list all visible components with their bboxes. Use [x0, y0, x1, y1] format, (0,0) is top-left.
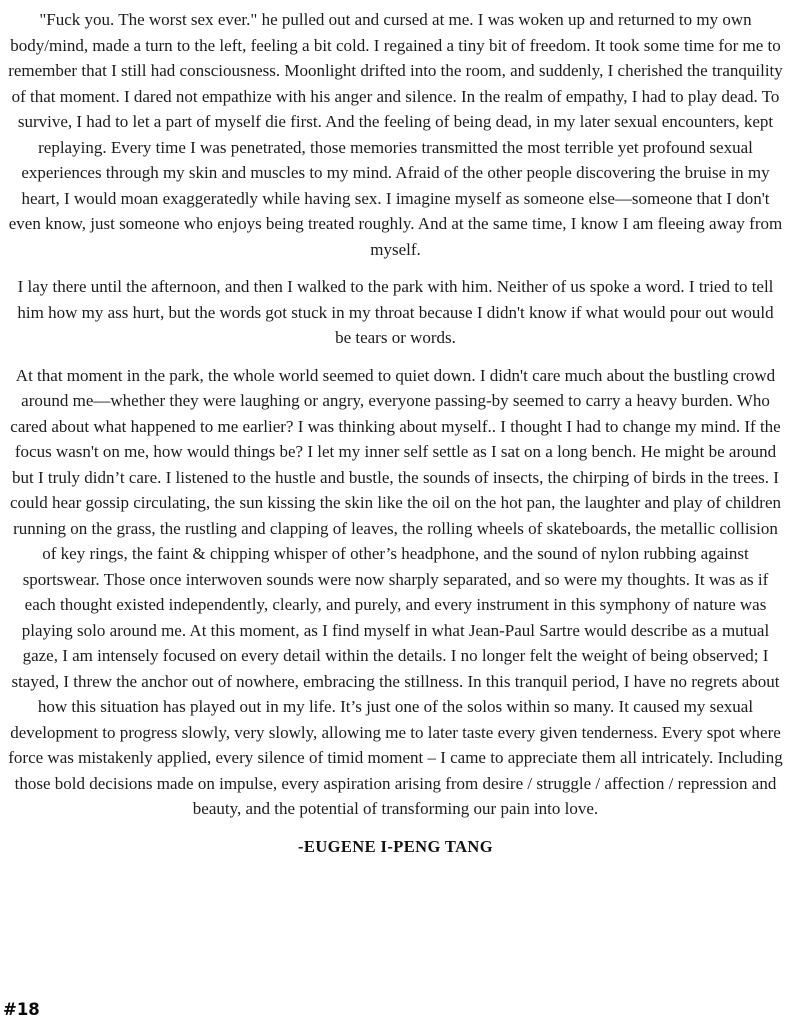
essay-paragraph-1: "Fuck you. The worst sex ever." he pulled out and cursed at me. I was woken up and returned to my own body/mind, made a turn to the left, feeling a bit cold. I regained a tiny bit of freedom. It took some time for me to remember that I still had consciousness. Moonlight drifted into the room, and suddenly, I cherished the tranquility of that moment. I dared not empathize with his anger and silence. In the realm of empathy, I had to play dead. To survive, I had to let a part of myself die first. And the feeling of being dead, in my later sexual encounters, kept replaying. Every time I was penetrated, those memories transmitted the most terrible yet profound sexual experiences through my skin and muscles to my mind. Afraid of the other people discovering the bruise in my heart, I would moan exaggeratedly while having sex. I imagine myself as someone else—someone that I don't even know, just someone who enjoys being treated roughly. And at the same time, I know I am fleeing away from myself. — [8, 10, 783, 259]
essay-paragraph-2: I lay there until the afternoon, and then I walked to the park with him. Neither of us spoke a word. I tried to tell him how my ass hurt, but the words got stuck in my throat because I didn't know if what would pour out would be tears or words. — [17, 277, 774, 347]
essay-body — [8, 7, 783, 859]
essay-paragraph-3: At that moment in the park, the whole world seemed to quiet down. I didn't care much about the bustling crowd around me—whether they were laughing or angry, everyone passing-by seemed to carry a heavy burden. Who cared about what happened to me earlier? I was thinking about myself.. I thought I had to change my mind. If the focus wasn't on me, how would things be? I let my inner self settle as I sat on a long bench. He might be around but I truly didn’t care. I listened to the hustle and bustle, the sounds of insects, the chirping of birds in the trees. I could hear gossip circulating, the sun kissing the skin like the oil on the hot pan, the laughter and play of children running on the grass, the rustling and clapping of leaves, the rolling wheels of skateboards, the metallic collision of key rings, the faint & chipping whisper of other’s headphone, and the sound of nylon rubbing against sportswear. Those once interwoven sounds were now sharply separated, and so were my thoughts. It was as if each thought existed independently, clearly, and purely, and every instrument in this symphony of nature was playing solo around me. At this moment, as I find myself in what Jean-Paul Sartre would describe as a mutual gaze, I am intensely focused on every detail within the details. I no longer felt the weight of being observed; I stayed, I threw the anchor out of nowhere, embracing the stillness. In this tranquil period, I have no regrets about how this situation has played out in my life. It’s just one of the solos within so many. It caused my sexual development to progress slowly, very slowly, allowing me to later taste every given tenderness. Every spot where force was mistakenly applied, every silence of timid moment – I came to appreciate them all intricately. Including those bold decisions made on impulse, every aspiration arising from desire / struggle / affection / repression and beauty, and the potential of transforming our pain into love. — [8, 365, 783, 818]
author-attribution: -EUGENE I-PENG TANG — [298, 836, 493, 856]
page-number: #18 — [3, 1000, 40, 1019]
